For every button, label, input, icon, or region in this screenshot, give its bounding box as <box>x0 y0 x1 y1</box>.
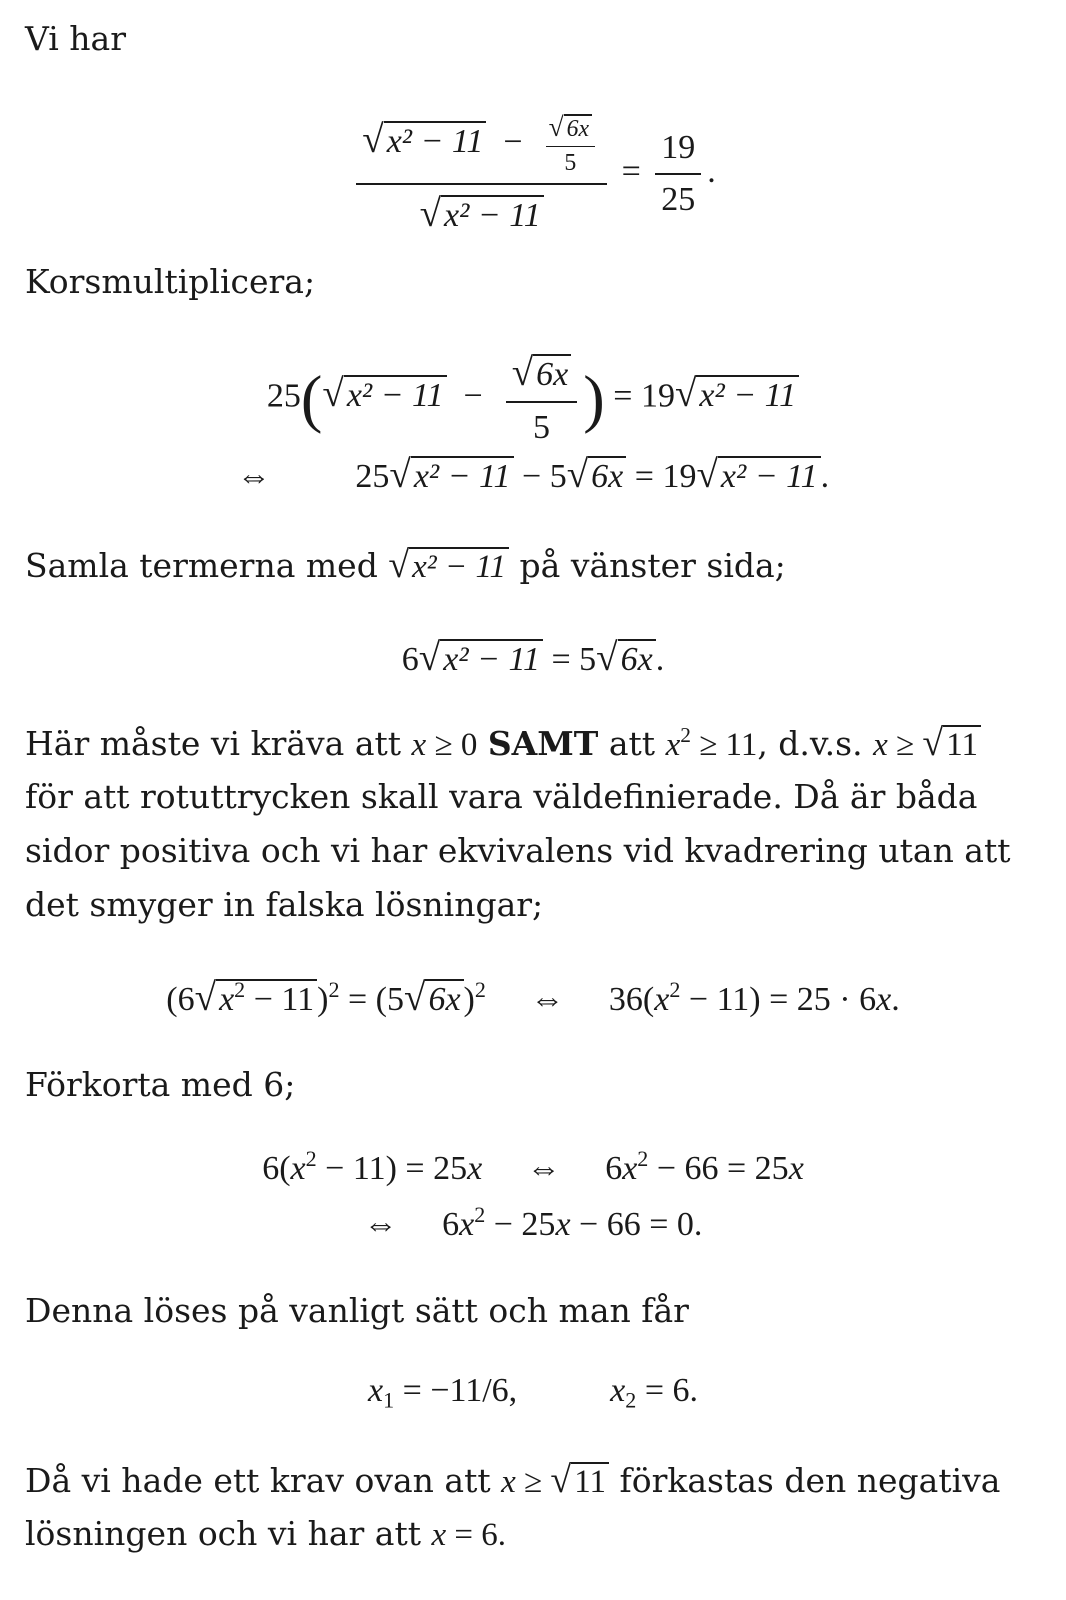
inner-fraction: $\frac{√ 6x}{5}$ <box>546 112 595 177</box>
text-conclusion-line1: Då vi hade ett krav ovan att x ≥ √11 förkastas den negativa <box>25 1459 1001 1501</box>
shorten-text: Förkorta med 6; <box>25 1065 296 1104</box>
solved-text: Denna löses på vanligt sätt och man får <box>25 1291 689 1330</box>
samt-bold: SAMT <box>487 724 599 763</box>
solution-x1: −11/6, <box>430 1372 518 1409</box>
equation-collected: 6√x² − 11 = 5√6x. <box>401 636 665 679</box>
intro-text: Vi har <box>25 19 126 58</box>
main-fraction: √x² − 11 − $\frac{√ 6x}{5}$ √x² − 11 <box>356 112 607 236</box>
equation-initial: √x² − 11 − $\frac{√ 6x}{5}$ √x² − 11 = $\frac{19}{25}$ . <box>0 112 1066 236</box>
req-text-c: , d.v.s. <box>757 724 863 763</box>
equation-shortened-line2: ⇔ $6x^2 - 25x - 66 = 0$. <box>363 1201 703 1243</box>
sqrt-term: √x² − 11 <box>362 117 486 162</box>
equation-solutions: $x_1 = -11/6$, $x_2 = 6$. <box>367 1372 698 1413</box>
text-solved <box>25 1284 689 1338</box>
text-intro <box>25 12 126 66</box>
equation-cross-line1: 25(√x² − 11 − $\frac{√6x}{5}$ ) = 19√x² − 11 <box>0 350 1066 447</box>
conclusion-text-c: lösningen och vi har att <box>25 1514 421 1553</box>
collect-text-after: på vänster sida; <box>519 546 786 585</box>
req-text-a: Här måste vi kräva att <box>25 724 402 763</box>
text-shorten <box>25 1058 295 1112</box>
req-text-b: att <box>608 724 656 763</box>
conclusion-text-a: Då vi hade ett krav ovan att <box>25 1461 491 1500</box>
text-collect-terms <box>25 538 786 594</box>
cross-inner-fraction: $\frac{√6x}{5}$ <box>506 350 578 447</box>
text-conclusion-line2: lösningen och vi har att x = 6. <box>25 1514 507 1553</box>
solution-x2: 6. <box>672 1372 698 1409</box>
cross-multiply-text: Korsmultiplicera; <box>25 262 316 301</box>
req-text-rest: för att rotuttrycken skall vara väldefinierade. Då är båda sidor positiva och vi har ekvivalens vid kvadrering utan att det smyger in falska lösningar; <box>25 777 1011 924</box>
conclusion-text-b: förkastas den negativa <box>619 1461 1001 1500</box>
collect-text-before: Samla termerna med <box>25 546 378 585</box>
rhs-fraction: $\frac{19}{25}$ <box>655 129 701 219</box>
equation-squared: $(6√x^2 - 11)^2 = (5√6x)^2$ ⇔ $36(x^2 - 11) = 25 \cdot 6x$. <box>166 976 900 1019</box>
text-cross-multiply <box>25 255 315 309</box>
equation-shortened-line1: $6(x^2 - 11) = 25x$ ⇔ $6x^2 - 66 = 25x$ <box>262 1145 804 1187</box>
inline-sqrt: √x² − 11 <box>388 538 509 594</box>
text-requirement-line1: Här måste vi kräva att x ≥ 0 SAMT att $x^2 \ge 11$, d.v.s. x ≥ √11 <box>25 716 981 772</box>
text-requirement-rest <box>25 770 1035 932</box>
final-answer: 6. <box>481 1517 507 1553</box>
equation-cross-line2: ⇔ 25√x² − 11 − 5√6x = 19√x² − 11. <box>236 453 830 496</box>
